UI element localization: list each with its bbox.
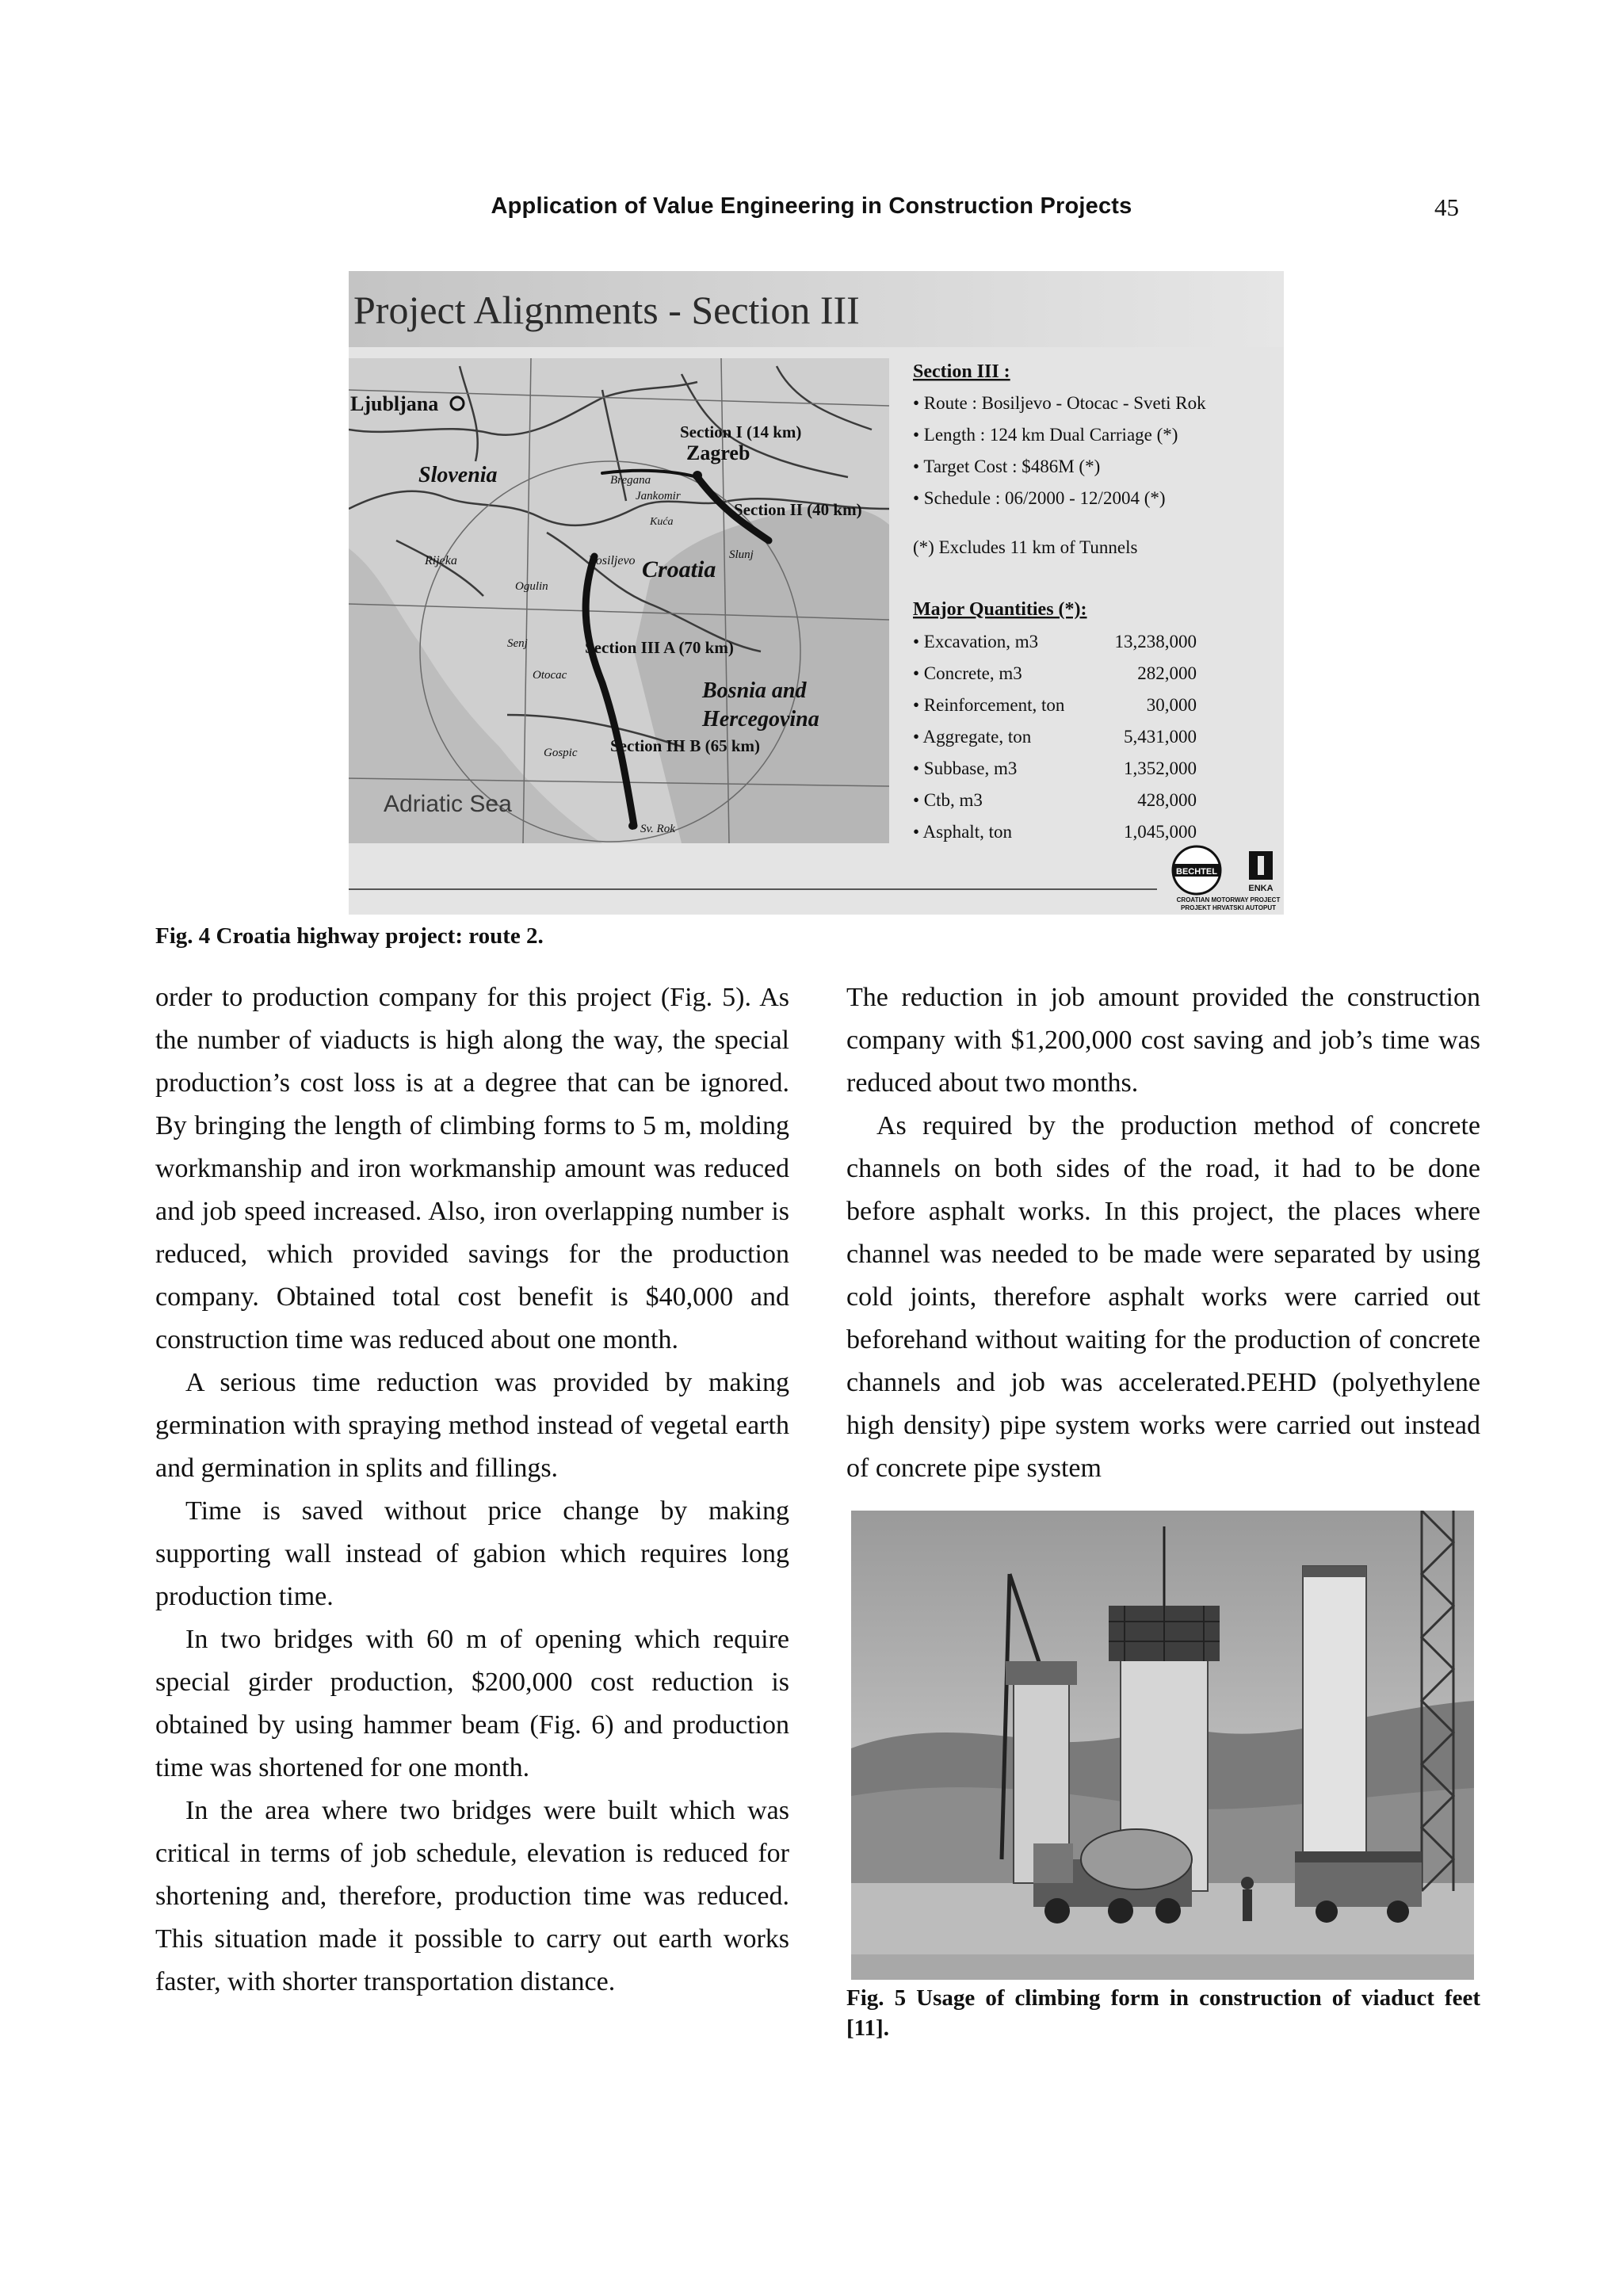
page-number: 45 [1434, 193, 1459, 221]
map-label-bosnia-1: Bosnia and [702, 678, 807, 703]
bechtel-logo-text: BECHTEL [1176, 867, 1217, 877]
running-header-title: Application of Value Engineering in Construction Projects [491, 193, 1132, 219]
map [349, 358, 889, 843]
map-label-section3b: Section III B (65 km) [610, 736, 761, 755]
excludes-note: (*) Excludes 11 km of Tunnels [913, 537, 1138, 557]
quantity-item: • Subbase, m3 [913, 758, 1018, 778]
map-label-bosnia-2: Hercegovina [702, 707, 819, 732]
map-label-croatia: Croatia [642, 556, 716, 583]
quantities-heading: Major Quantities (*): [913, 599, 1087, 620]
map-label-ogulin: Ogulin [515, 580, 548, 593]
paragraph: In two bridges with 60 m of opening which require special girder production, $200,000 cost reduction is obtained by using hammer beam (Fig. 6) and production time was shortened for one month. [155, 1625, 789, 1782]
pier-right [1303, 1566, 1366, 1891]
section-line: • Target Cost : $486M (*) [913, 457, 1101, 476]
map-label-section2: Section II (40 km) [734, 500, 862, 519]
quantity-value: 13,238,000 [1114, 632, 1197, 651]
quantity-item: • Excavation, m3 [913, 632, 1039, 651]
map-label-jankomir: Jankomir [636, 490, 681, 502]
section-line: • Route : Bosiljevo - Otocac - Sveti Rok [913, 393, 1206, 413]
enka-logo [1248, 851, 1273, 893]
paragraph: A serious time reduction was provided by making germination with spraying method instead of vegetal earth and germination in splits and fillings. [155, 1368, 789, 1483]
paragraph: The reduction in job amount provided the construction company with $1,200,000 cost saving and job’s time was reduced about two months. [846, 983, 1480, 1098]
map-label-slovenia: Slovenia [418, 463, 498, 487]
map-label-senj: Senj [507, 637, 528, 650]
map-label-section1: Section I (14 km) [680, 422, 802, 441]
quantity-value: 428,000 [1137, 790, 1197, 810]
map-label-ljubljana: Ljubljana [350, 392, 439, 415]
quantity-item: • Concrete, m3 [913, 663, 1022, 683]
paragraph: order to production company for this project (Fig. 5). As the number of viaducts is high along the way, the special production’s cost loss is at a degree that can be ignored. By bringing the length of climbing forms to 5 m, molding workmanship and iron workmanship amount was reduced and job speed increased. Also, iron overlapping number is reduced, which provided savings for the production company. Obtained total cost benefit is $40,000 and construction time was reduced about one month. [155, 983, 789, 1354]
section-line: • Schedule : 06/2000 - 12/2004 (*) [913, 488, 1166, 508]
right-column [846, 976, 1480, 1490]
map-label-bosiljevo: Bosiljevo [588, 554, 636, 567]
quantity-value: 1,352,000 [1124, 758, 1197, 778]
bechtel-logo [1173, 846, 1220, 894]
logo-caption-2: PROJEKT HRVATSKI AUTOPUT [1180, 904, 1277, 911]
map-label-svrok: Sv. Rok [640, 823, 675, 835]
enka-logo-text: ENKA [1248, 884, 1274, 893]
quantity-value: 1,045,000 [1124, 822, 1197, 842]
quantity-value: 5,431,000 [1124, 727, 1197, 747]
quantity-item: • Aggregate, ton [913, 727, 1032, 747]
map-label-adriatic: Adriatic Sea [384, 791, 512, 817]
quantity-value: 282,000 [1137, 663, 1197, 683]
paragraph: In the area where two bridges were built which was critical in terms of job schedule, elevation is reduced for shortening and, therefore, production time was reduced. This situation made it possible to carry out earth works faster, with shorter transportation distance. [155, 1796, 789, 1996]
quantity-value: 30,000 [1146, 695, 1197, 715]
paragraph: Time is saved without price change by making supporting wall instead of gabion which requires long production time. [155, 1496, 789, 1611]
map-label-slunj: Slunj [729, 548, 754, 561]
map-label-bregana: Bregana [610, 474, 651, 487]
left-column [155, 976, 789, 2004]
figure-5-caption: Fig. 5 Usage of climbing form in construction of viaduct feet [11]. [846, 1985, 1480, 2041]
worker [1241, 1877, 1254, 1921]
map-label-rijeka: Rijeka [425, 554, 457, 567]
paragraph: As required by the production method of concrete channels on both sides of the road, it had to be done before asphalt works. In this project, the places where channel was needed to be made were separated by using cold joints, therefore asphalt works were carried out beforehand without waiting for the production of concrete channels and job was accelerated.PEHD (polyethylene high density) pipe system works were carried out instead of concrete pipe system [846, 1111, 1480, 1483]
map-label-otocac: Otocac [533, 669, 567, 682]
quantity-item: • Ctb, m3 [913, 790, 983, 810]
section-line: • Length : 124 km Dual Carriage (*) [913, 425, 1178, 445]
map-label-kuca: Kuća [650, 516, 674, 528]
figure-4-slide [349, 271, 1284, 915]
quantity-item: • Asphalt, ton [913, 822, 1012, 842]
map-label-zagreb: Zagreb [686, 441, 750, 464]
section-heading: Section III : [913, 361, 1010, 382]
quantity-item: • Reinforcement, ton [913, 695, 1065, 715]
figure-5-photo [851, 1511, 1474, 1980]
map-label-gospic: Gospic [544, 747, 578, 759]
figure-4-caption: Fig. 4 Croatia highway project: route 2. [155, 923, 544, 949]
slide-title: Project Alignments - Section III [353, 288, 860, 332]
map-label-section3a: Section III A (70 km) [585, 638, 734, 657]
logo-caption-1: CROATIAN MOTORWAY PROJECT [1176, 896, 1281, 904]
